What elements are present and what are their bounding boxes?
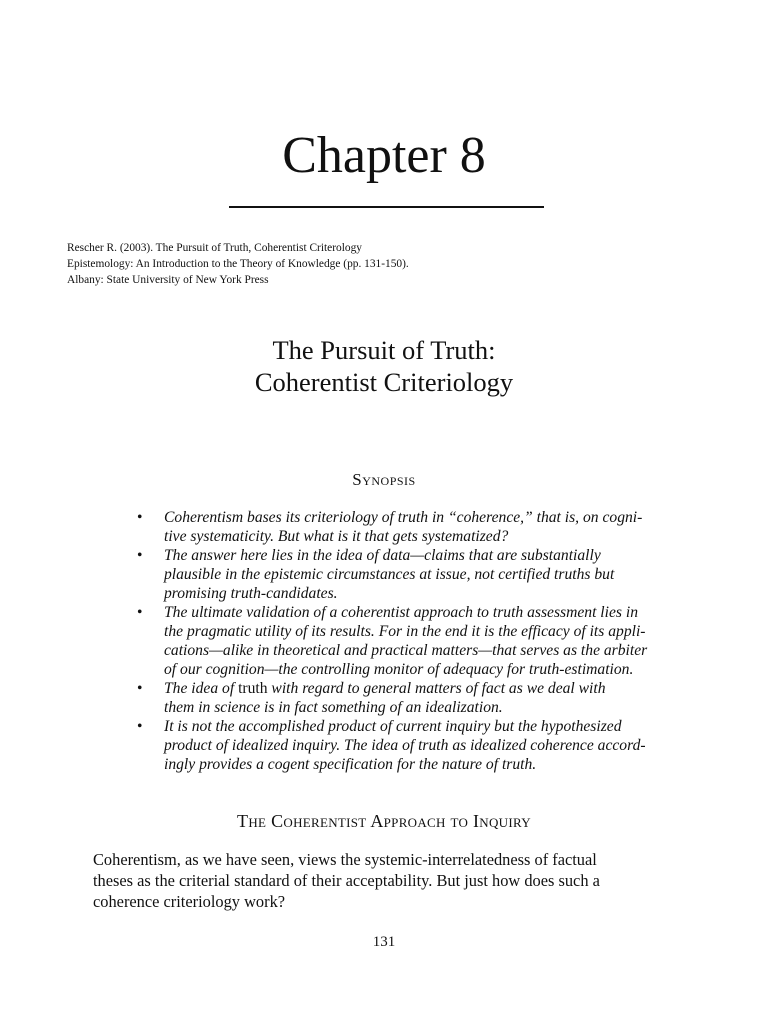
synopsis-line: [164, 679, 685, 698]
synopsis-line: product of idealized inquiry. The idea of truth as idealized coherence accord-: [164, 737, 646, 754]
synopsis-item: [137, 679, 685, 717]
bullet-icon: •: [137, 680, 143, 697]
body-paragraph: [93, 849, 693, 912]
chapter-divider: [229, 206, 544, 208]
synopsis-list: [137, 508, 685, 774]
synopsis-line: Coherentism bases its criteriology of truth in “coherence,” that is, on cogni-: [164, 509, 643, 526]
page-number: 131: [372, 934, 396, 950]
synopsis-line: tive systematicity. But what is it that gets systematized?: [164, 528, 509, 545]
paragraph-line: Coherentism, as we have seen, views the systemic-interrelatedness of factual: [93, 850, 597, 869]
article-title-line: Coherentist Criteriology: [254, 367, 514, 397]
section-heading: The Coherentist Approach to Inquiry: [237, 811, 531, 831]
citation-line: Epistemology: An Introduction to the Theory of Knowledge (pp. 131-150).: [67, 258, 409, 270]
synopsis-line: cations—alike in theoretical and practical matters—that serves as the arbiter: [164, 642, 648, 659]
citation-line: Albany: State University of New York Press: [67, 274, 269, 286]
citation: [67, 240, 707, 288]
bullet-icon: •: [137, 509, 143, 526]
article-title-line: The Pursuit of Truth:: [272, 335, 496, 365]
synopsis-item: [137, 508, 685, 546]
bullet-icon: •: [137, 718, 143, 735]
bullet-icon: •: [137, 547, 143, 564]
synopsis-heading: Synopsis: [352, 470, 416, 489]
paragraph-line: theses as the criterial standard of their acceptability. But just how does such a: [93, 871, 600, 890]
synopsis-emphasis: truth: [238, 680, 268, 697]
synopsis-item: [137, 717, 685, 774]
citation-line: Rescher R. (2003). The Pursuit of Truth, Coherentist Criterology: [67, 242, 362, 254]
synopsis-text: The idea of: [164, 680, 239, 697]
article-title: [0, 334, 768, 398]
bullet-icon: •: [137, 604, 143, 621]
chapter-title: Chapter 8: [282, 127, 486, 184]
synopsis-line: ingly provides a cogent specification for the nature of truth.: [164, 756, 537, 773]
synopsis-line: of our cognition—the controlling monitor of adequacy for truth-estimation.: [164, 661, 634, 678]
synopsis-line: plausible in the epistemic circumstances at issue, not certified truths but: [164, 566, 615, 583]
synopsis-item: [137, 546, 685, 603]
synopsis-line: promising truth-candidates.: [164, 585, 338, 602]
synopsis-line: them in science is in fact something of an idealization.: [164, 699, 503, 716]
synopsis-line: It is not the accomplished product of current inquiry but the hypothesized: [164, 718, 622, 735]
synopsis-line: the pragmatic utility of its results. For in the end it is the efficacy of its appli-: [164, 623, 646, 640]
synopsis-item: [137, 603, 685, 679]
synopsis-text: with regard to general matters of fact as we deal with: [267, 680, 606, 697]
synopsis-line: The answer here lies in the idea of data—claims that are substantially: [164, 547, 601, 564]
synopsis-line: The ultimate validation of a coherentist approach to truth assessment lies in: [164, 604, 638, 621]
paragraph-line: coherence criteriology work?: [93, 892, 286, 911]
